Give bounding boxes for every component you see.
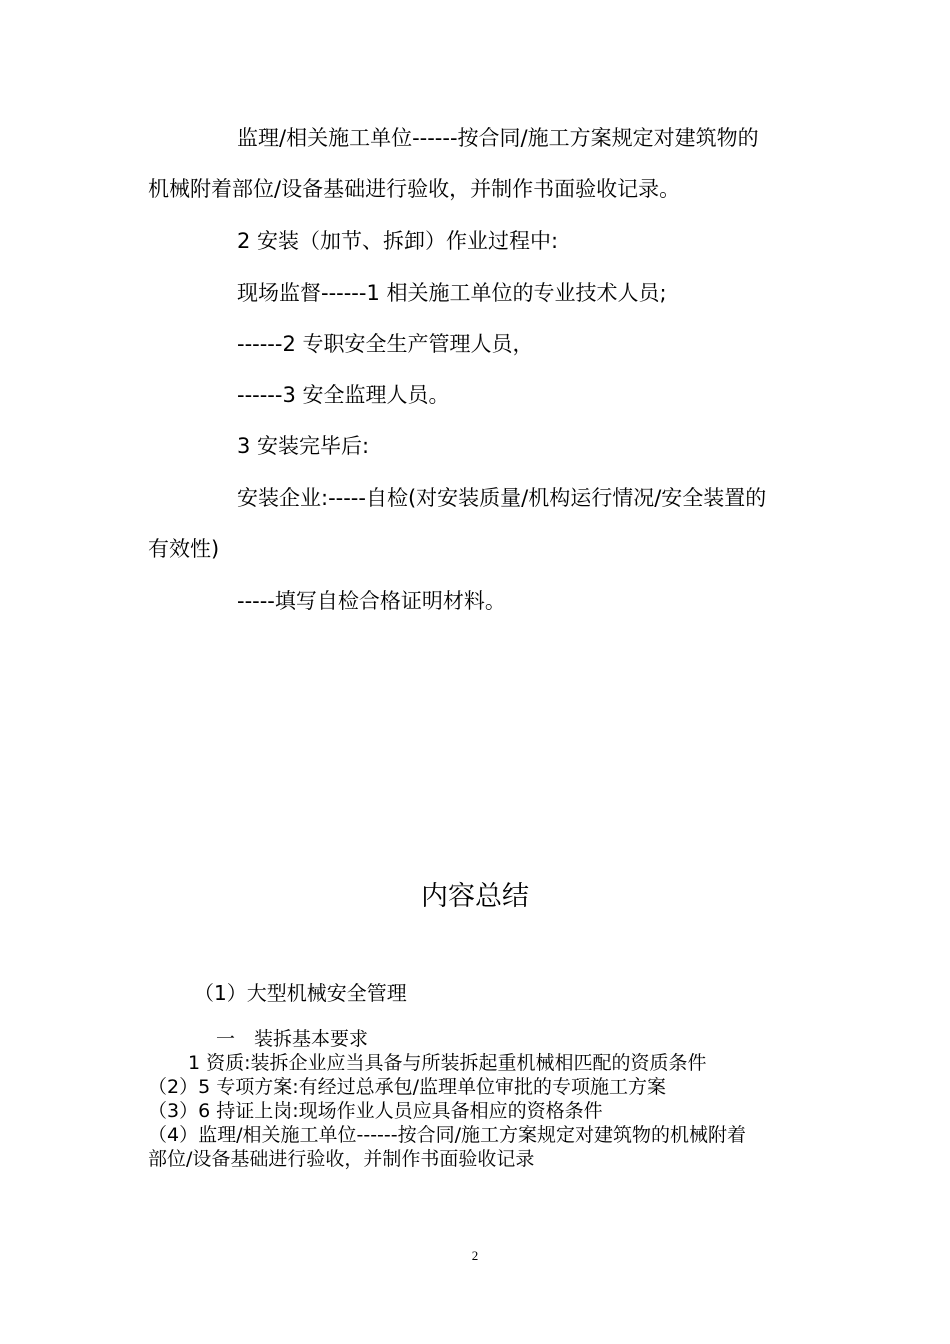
body-line-10: -----填写自检合格证明材料。 <box>237 589 506 613</box>
body-line-5: ------2 专职安全生产管理人员， <box>237 332 534 356</box>
summary-item-5: 部位/设备基础进行验收，并制作书面验收记录 <box>148 1148 535 1170</box>
body-line-1: 监理/相关施工单位------按合同/施工方案规定对建筑物的 <box>237 126 759 150</box>
page-number: 2 <box>471 1248 479 1263</box>
summary-item-2: （2）5 专项方案:有经过总承包/监理单位审批的专项施工方案 <box>148 1076 667 1098</box>
body-line-7: 3 安装完毕后: <box>237 434 370 458</box>
summary-title: 内容总结 <box>421 881 529 912</box>
body-line-4: 现场监督------1 相关施工单位的专业技术人员; <box>237 281 667 305</box>
body-line-8: 安装企业:-----自检(对安装质量/机构运行情况/安全装置的 <box>237 486 767 510</box>
summary-item-1: 1 资质:装拆企业应当具备与所装拆起重机械相匹配的资质条件 <box>188 1052 707 1074</box>
body-line-9: 有效性) <box>148 537 220 561</box>
body-line-3: 2 安装（加节、拆卸）作业过程中: <box>237 229 559 253</box>
body-line-6: ------3 安全监理人员。 <box>237 383 450 407</box>
summary-heading: （1）大型机械安全管理 <box>194 981 407 1005</box>
summary-subheading: 一 装拆基本要求 <box>216 1028 369 1050</box>
summary-item-3: （3）6 持证上岗:现场作业人员应具备相应的资格条件 <box>148 1100 603 1122</box>
body-line-2: 机械附着部位/设备基础进行验收，并制作书面验收记录。 <box>148 177 681 201</box>
summary-item-4: （4）监理/相关施工单位------按合同/施工方案规定对建筑物的机械附着 <box>148 1124 747 1146</box>
